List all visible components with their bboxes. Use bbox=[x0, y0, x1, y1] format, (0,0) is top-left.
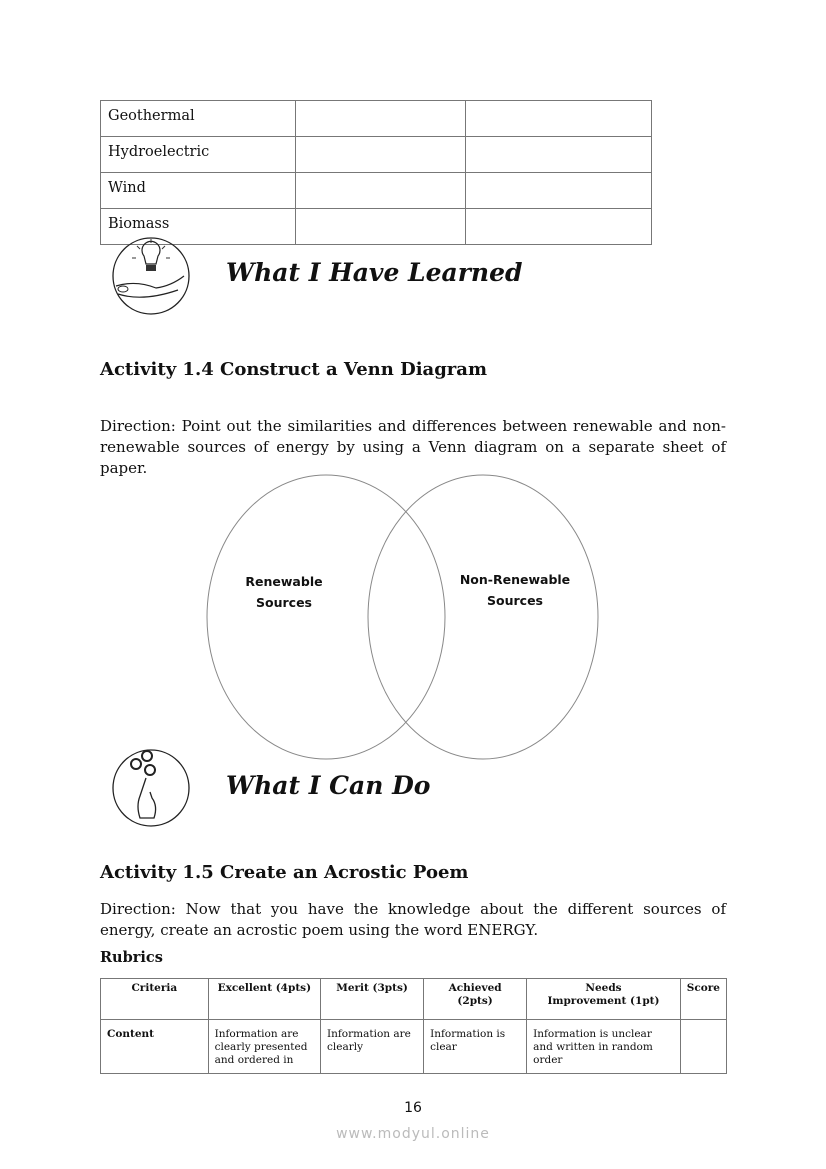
venn-label-renewable: Renewable Sources bbox=[245, 574, 323, 610]
table-header-row bbox=[101, 979, 727, 1020]
venn-label-non-renewable: Non-Renewable Sources bbox=[459, 572, 571, 608]
header-achieved: Achieved (2pts) bbox=[424, 979, 527, 1020]
venn-circle-non-renewable bbox=[368, 475, 598, 759]
page-number: 16 bbox=[404, 1100, 422, 1116]
activity-1-5-direction: Direction: Now that you have the knowledge about the different sources of energy, create an acrostic poem using the word ENERGY. bbox=[100, 900, 726, 939]
table-cell: Wind bbox=[101, 173, 296, 209]
header-score: Score bbox=[680, 979, 726, 1020]
section-title-what-i-can-do: What I Can Do bbox=[226, 771, 431, 800]
table-cell: Hydroelectric bbox=[101, 137, 296, 173]
watermark: www.modyul.online bbox=[336, 1126, 490, 1142]
gears-hand-icon bbox=[110, 746, 192, 828]
header-merit: Merit (3pts) bbox=[321, 979, 424, 1020]
header-excellent: Excellent (4pts) bbox=[208, 979, 320, 1020]
table-cell: Biomass bbox=[101, 209, 296, 245]
section-title-what-i-have-learned: What I Have Learned bbox=[226, 258, 523, 287]
rubric-table bbox=[100, 978, 727, 1074]
table-cell: Geothermal bbox=[101, 101, 296, 137]
header-needs-improvement: Needs Improvement (1pt) bbox=[527, 979, 681, 1020]
activity-1-4-heading: Activity 1.4 Construct a Venn Diagram bbox=[100, 359, 487, 380]
activity-1-5-heading: Activity 1.5 Create an Acrostic Poem bbox=[100, 862, 469, 883]
table-row: Content Information are clearly presented and ordered in Information are clearly Information is clear Information is unclear and written in random order bbox=[101, 1020, 727, 1074]
rubrics-label: Rubrics bbox=[100, 949, 163, 966]
activity-1-4-direction: Direction: Point out the similarities and differences between renewable and non-renewable sources of energy by using a Venn diagram on a separate sheet of paper. bbox=[100, 417, 726, 477]
header-criteria: Criteria bbox=[101, 979, 209, 1020]
venn-circle-renewable bbox=[207, 475, 445, 759]
